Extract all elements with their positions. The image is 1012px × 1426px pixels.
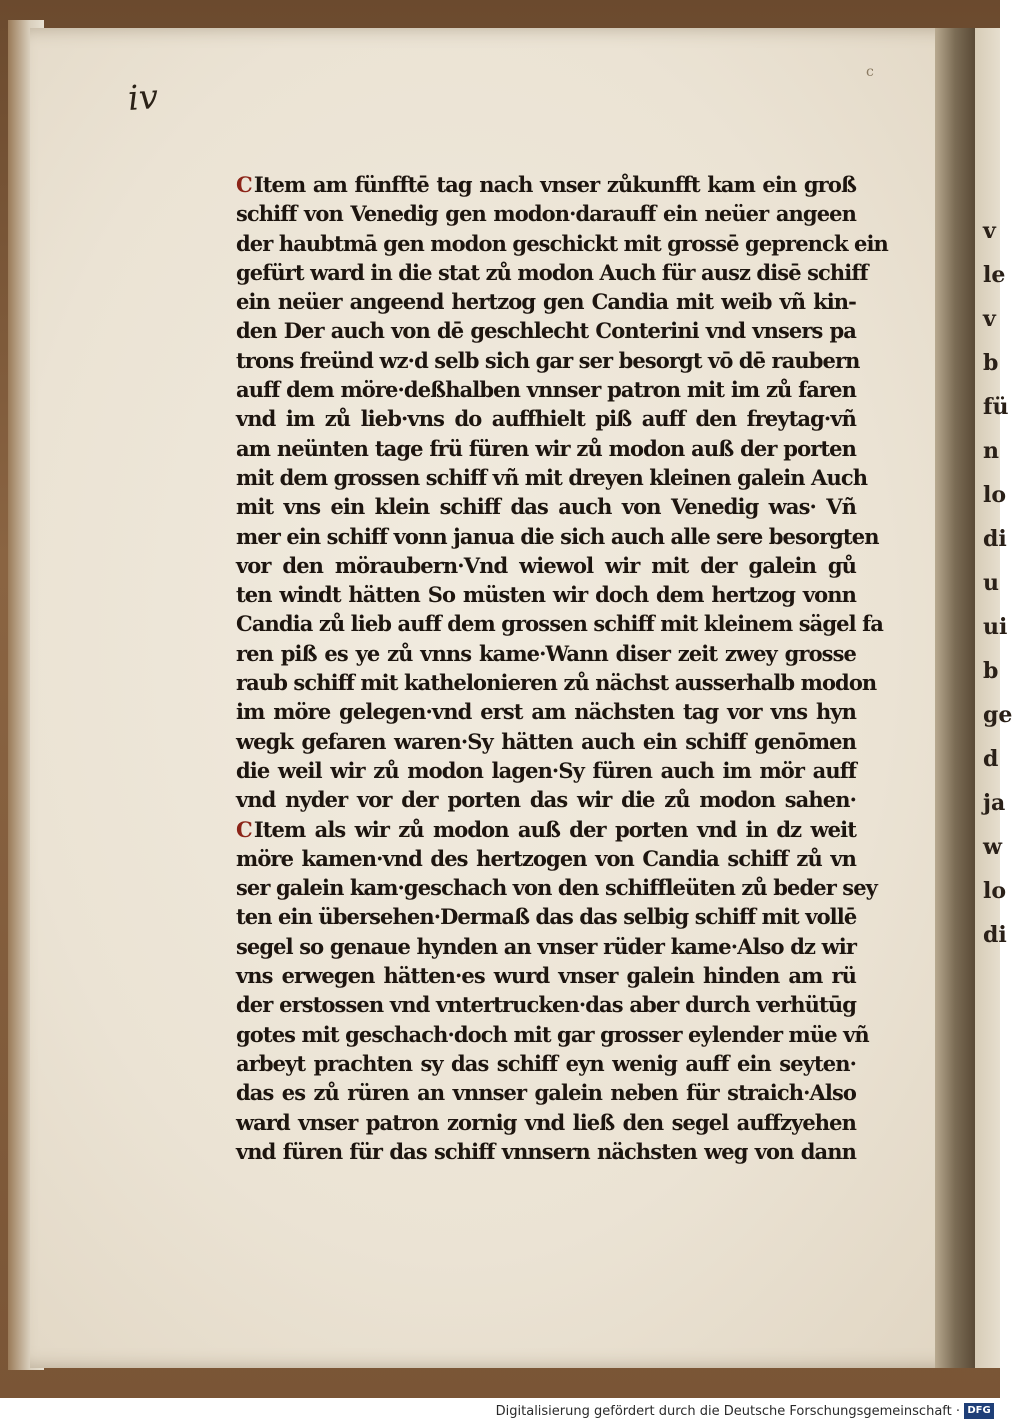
book-gutter (935, 28, 975, 1368)
text-line (236, 1049, 856, 1078)
facing-page-fragment: d (983, 746, 999, 772)
facing-page-fragment: ja (983, 790, 1006, 816)
text-line (236, 727, 856, 756)
text-line (236, 287, 856, 316)
text-line-content: segel so genaue hynden an vnser rüder kame·Also dz wir (236, 933, 856, 959)
text-line-content: das es zů rüren an vnnser galein neben für straich·Also (236, 1080, 856, 1106)
text-line (236, 258, 868, 287)
text-line (236, 404, 856, 433)
corner-mark: c (866, 64, 874, 80)
facing-page-fragment: b (983, 658, 999, 684)
text-line-content: ten windt hätten So müsten wir doch dem hertzog vonn (236, 582, 856, 608)
text-line (236, 756, 856, 785)
text-line-content: vnd im zů lieb·vns do auffhielt piß auff den freytag·vñ (236, 406, 856, 432)
text-line (236, 1137, 856, 1166)
text-line-content: mer ein schiff vonn janua die sich auch alle sere besorgten (236, 523, 879, 549)
text-line-content: gefürt ward in die stat zů modon Auch für ausz disē schiff (236, 259, 868, 285)
text-line (236, 932, 856, 961)
text-line-content: auff dem möre·deßhalben vnnser patron mit im zů faren (236, 377, 856, 403)
text-line-content: raub schiff mit kathelonieren zů nächst ausserhalb modon (236, 670, 877, 696)
text-line-content: wegk gefaren waren·Sy hätten auch ein schiff genōmen (236, 728, 856, 754)
text-line-content: vor den möraubern·Vnd wiewol wir mit der galein gů (236, 552, 856, 578)
text-line (236, 551, 856, 580)
text-line (236, 434, 856, 463)
text-line-content: vnd füren für das schiff vnnsern nächsten weg von dann (236, 1138, 856, 1164)
text-line-content: im möre gelegen·vnd erst am nächsten tag vor vns hyn (236, 699, 856, 725)
facing-page-fragment: v (983, 306, 996, 332)
text-line-content: trons freünd wz·d selb sich gar ser besorgt vō dē raubern (236, 347, 860, 373)
text-line-content: der haubtmā gen modon geschickt mit grossē geprenck ein (236, 230, 888, 256)
facing-page-fragment: b (983, 350, 999, 376)
facing-page-fragment: fü (983, 394, 1009, 420)
dfg-logo[interactable]: DFG (964, 1403, 994, 1419)
text-line-content: mit vns ein klein schiff das auch von Venedig was· Vñ (236, 494, 856, 520)
text-line (236, 815, 856, 844)
facing-page-fragment: di (983, 526, 1007, 552)
text-line (236, 580, 856, 609)
text-line (236, 463, 868, 492)
text-line-content: vns erwegen hätten·es wurd vnser galein hinden am rü (236, 963, 856, 989)
text-line (236, 316, 856, 345)
text-line (236, 375, 856, 404)
facing-page-fragment: lo (983, 482, 1007, 508)
facing-page-fragment: u (983, 570, 999, 596)
facing-page-fragment: v (983, 218, 996, 244)
text-line (236, 844, 856, 873)
text-line-content: die weil wir zů modon lagen·Sy füren auch im mör auff (236, 757, 856, 783)
text-line-content: ser galein kam·geschach von den schiffleüten zů beder sey (236, 875, 877, 901)
facing-page-fragment: w (983, 834, 1002, 860)
pilcrow-mark: C (236, 172, 252, 197)
text-line-content: gotes mit geschach·doch mit gar grosser eylender müe vñ (236, 1021, 869, 1047)
text-line-content: ein neüer angeend hertzog gen Candia mit weib vñ kin- (236, 289, 856, 315)
text-line (236, 1020, 869, 1049)
text-line (236, 1078, 856, 1107)
facing-page-fragment: ge (983, 702, 1012, 728)
text-line-content: ten ein übersehen·Dermaß das das selbig schiff mit vollē (236, 904, 857, 930)
text-line-content: ward vnser patron zornig vnd ließ den segel auffzyehen (236, 1109, 856, 1135)
text-line (236, 639, 856, 668)
text-line (236, 170, 856, 199)
text-line (236, 199, 856, 228)
text-line (236, 492, 856, 521)
footer-credit: Digitalisierung gefördert durch die Deutsche Forschungsgemeinschaft · (495, 1404, 960, 1419)
text-line-content: den Der auch von dē geschlecht Conterini vnd vnsers pa (236, 318, 856, 344)
text-line (236, 229, 888, 258)
text-line (236, 522, 879, 551)
text-line (236, 902, 856, 931)
text-line (236, 785, 856, 814)
text-line-content: Item am fünfftē tag nach vnser zůkunfft kam ein groß (253, 172, 856, 197)
facing-page-fragment: lo (983, 878, 1007, 904)
facing-page-fragment: di (983, 922, 1007, 948)
text-line (236, 697, 856, 726)
text-line-content: möre kamen·vnd des hertzogen von Candia schiff zů vn (236, 845, 856, 871)
facing-page-fragment: le (983, 262, 1006, 288)
text-line (236, 1108, 856, 1137)
text-line-content: Candia zů lieb auff dem grossen schiff mit kleinem sägel fa (236, 611, 883, 637)
footer-bar (0, 1398, 1000, 1426)
folio-number: iv (126, 76, 160, 120)
text-line-content: Item als wir zů modon auß der porten vnd in dz weit (253, 816, 856, 842)
text-line-content: ren piß es ye zů vnns kame·Wann diser zeit zwey grosse (236, 640, 856, 666)
pilcrow-mark: C (236, 816, 252, 842)
text-line (236, 609, 883, 638)
text-line-content: mit dem grossen schiff vñ mit dreyen kleinen galein Auch (236, 464, 868, 490)
text-line-content: vnd nyder vor der porten das wir die zů modon sahen· (236, 787, 856, 813)
facing-page-fragment: n (983, 438, 999, 464)
facing-page-edge (975, 28, 1012, 1368)
text-line (236, 961, 856, 990)
main-text-block (236, 170, 888, 1166)
text-line (236, 873, 877, 902)
text-line (236, 346, 860, 375)
text-line (236, 668, 877, 697)
text-line-content: schiff von Venedig gen modon·darauff ein neüer angeen (236, 201, 856, 227)
text-line (236, 990, 856, 1019)
facing-page-fragment: ui (983, 614, 1008, 640)
text-line-content: arbeyt prachten sy das schiff eyn wenig auff ein seyten· (236, 1050, 856, 1076)
text-line-content: der erstossen vnd vntertrucken·das aber durch verhütūg (236, 992, 856, 1018)
text-line-content: am neünten tage frü füren wir zů modon auß der porten (236, 435, 856, 461)
